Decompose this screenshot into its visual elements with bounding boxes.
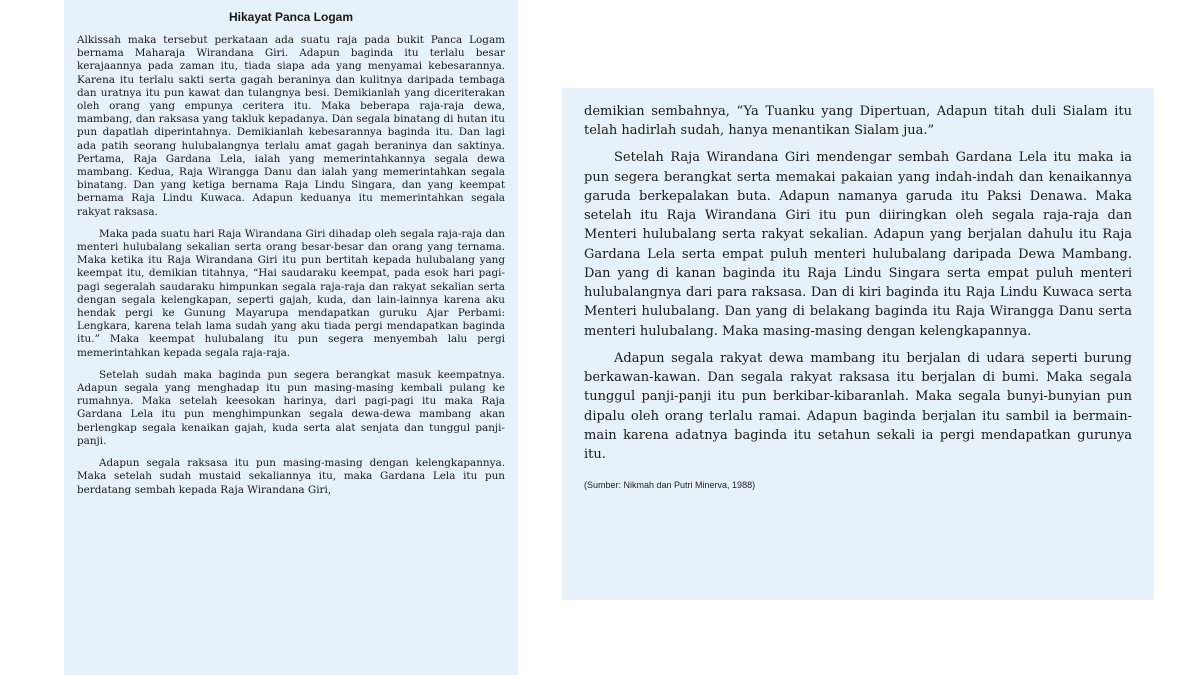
right-paragraph-3: Adapun segala rakyat dewa mambang itu berjalan di udara seperti burung berkawan-kawan. Dan segala rakyat raksasa itu berjalan di bumi. Maka segala tunggul panji-panji itu pun berkibar-kibaranlah. Maka segala bunyi-bunyian pun dipalu oleh orang terlalu ramai. Adapun baginda berjalan itu sambil ia bermain-main karena adatnya baginda itu setahun sekali ia pergi mendapatkan gurunya itu. — [584, 350, 1132, 462]
left-paragraph-1: Alkissah maka tersebut perkataan ada suatu raja pada bukit Panca Logam bernama Maharaja Wirandana Giri. Adapun baginda itu terlalu besar kerajaannya pada zaman itu, tiada siapa ada yang menyamai kebesarannya. Karena itu terlalu sakti serta gagah beraninya dan kulitnya daripada tembaga dan uratnya itu pun kawat dan tulangnya besi. Demikianlah yang diceriterakan oleh orang yang empunya ceritera itu. Maka beberapa raja-raja dewa, mambang, dan raksasa yang takluk kepadanya. Dan segala binatang di hutan itu pun dapatlah diperintahnya. Demikianlah kebesarannya baginda itu. Dan lagi ada patih seorang hulubalangnya terlalu amat gagah beraninya dan saktinya. Pertama, Raja Gardana Lela, ialah yang memerintahkannya segala dewa mambang. Kedua, Raja Wirangga Danu dan ialah yang memerintahkan segala binatang. Dan yang ketiga bernama Raja Lindu Singara, dan yang keempat bernama Raja Lindu Kuwaca. Adapun keduanya itu memerintahkan segala rakyat raksasa. — [77, 34, 505, 218]
left-paragraph-3: Setelah sudah maka baginda pun segera berangkat masuk keempatnya. Adapun segala yang menghadap itu pun masing-masing kembali pulang ke rumahnya. Maka setelah keesokan harinya, dari pagi-pagi itu maka Raja Gardana Lela itu pun menghimpunkan segala dewa-dewa mambang akan berlengkap segala kenaikan gajah, kuda serta alat senjata dan tunggul panji-panji. — [77, 368, 505, 447]
left-paragraph-2: Maka pada suatu hari Raja Wirandana Giri dihadap oleh segala raja-raja dan menteri hulubalang sekalian serta orang besar-besar dan orang yang ternama. Maka ketika itu Raja Wirandana Giri itu pun bertitah kepada hulubalang yang keempat itu, demikian titahnya, “Hai saudaraku keempat, pada esok hari pagi-pagi segeralah saudaraku himpunkan segala raja-raja dan rakyat sekalian serta dengan segala kelengkapan, seperti gajah, kuda, dan lain-lainnya karena aku hendak pergi ke Gunung Mayarupa mendapatkan guruku Ajar Perbami: Lengkara, karena telah lama sudah yang aku tiada pergi mendapatkan baginda itu.” Maka keempat hulubalang itu pun segera menyembah lalu pergi memerintahkan kepada segala raja-raja. — [77, 227, 505, 359]
left-paragraph-4: Adapun segala raksasa itu pun masing-masing dengan kelengkapannya. Maka setelah sudah mustaid sekaliannya itu, maka Gardana Lela itu pun berdatang sembah kepada Raja Wirandana Giri, — [77, 457, 505, 496]
source-citation: (Sumber: Nikmah dan Putri Minerva, 1988) — [584, 480, 756, 491]
right-paragraph-2: Setelah Raja Wirandana Giri mendengar sembah Gardana Lela itu maka ia pun segera berangkat serta memakai pakaian yang indah-indah dan kenaikannya garuda berkepalakan buta. Adapun namanya garuda itu Paksi Denawa. Maka setelah itu Raja Wirandana Giri itu pun diiringkan oleh segala raja-raja dan Menteri hulubalang serta rakyat sekalian. Adapun yang berjalan dahulu itu Raja Gardana Lela serta empat puluh menteri hulubalang daripada Dewa Mambang. Dan yang di kanan baginda itu Raja Lindu Singara serta empat puluh menteri hulubalangnya dari para raksasa. Dan di kiri baginda itu Raja Lindu Kuwaca serta Menteri hulubalang. Dan yang di belakang baginda itu Raja Wirangga Danu serta menteri hulubalang. Maka masing-masing dengan kelengkapannya. — [584, 150, 1132, 339]
right-page-panel — [562, 88, 1154, 600]
right-paragraph-1: demikian sembahnya, “Ya Tuanku yang Dipertuan, Adapun titah duli Sialam itu telah hadirlah sudah, hanya menantikan Sialam jua.” — [584, 104, 1132, 139]
left-page-panel — [64, 0, 518, 675]
story-title: Hikayat Panca Logam — [228, 10, 354, 24]
